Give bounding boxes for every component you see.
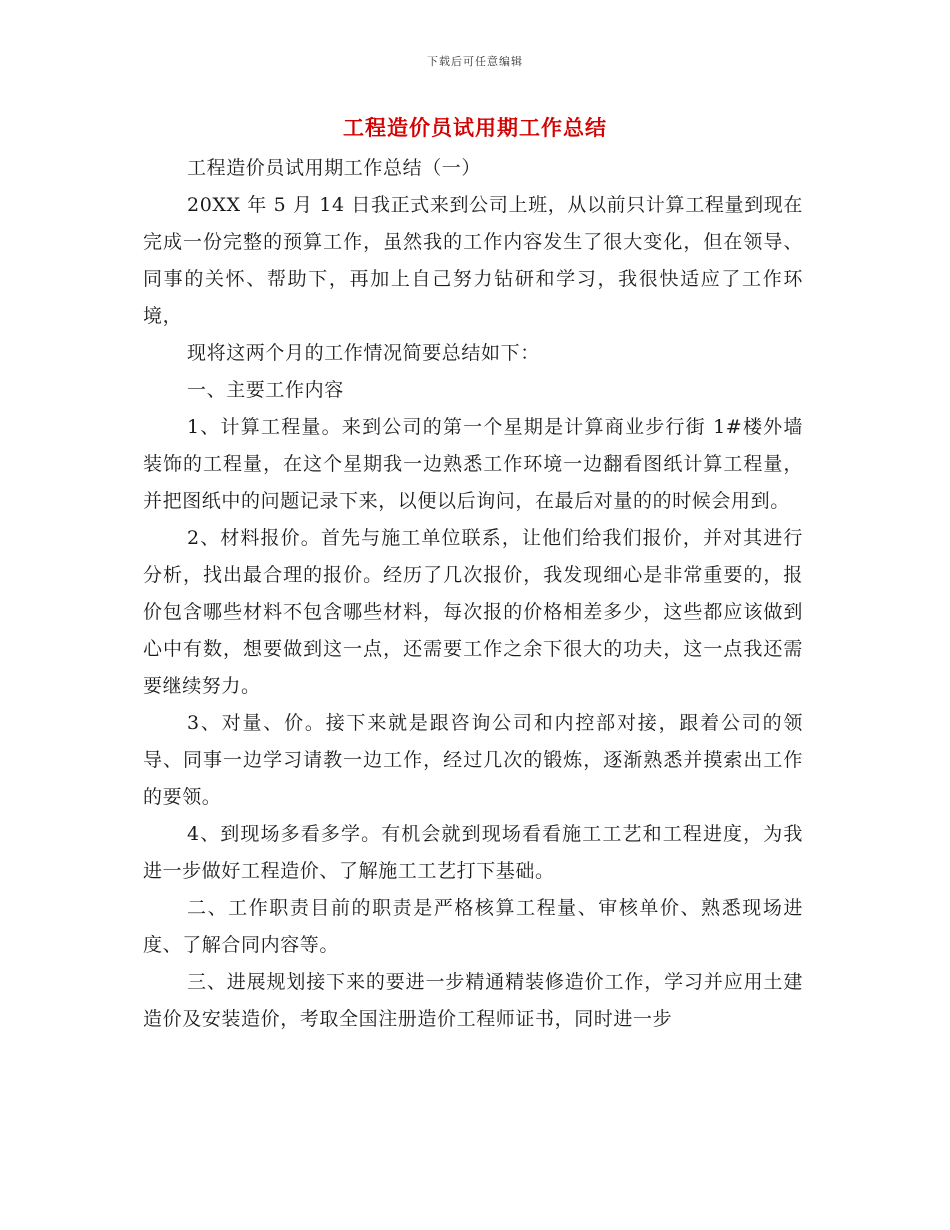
section-paragraph-plan: 三、进展规划接下来的要进一步精通精装修造价工作，学习并应用土建造价及安装造价，考取全国注册造价工程师证书，同时进一步 xyxy=(143,971,803,1030)
subtitle-paragraph: 工程造价员试用期工作总结（一） xyxy=(187,157,482,179)
item-paragraph-quantity: 1、计算工程量。来到公司的第一个星期是计算商业步行街 1#楼外墙装饰的工程量，在这个星期我一边熟悉工作环境一边翻看图纸计算工程量，并把图纸中的问题记录下来，以便以后询问，在最后对量的的时候会用到。 xyxy=(143,416,803,512)
item-paragraph-site-visits: 4、到现场多看多学。有机会就到现场看看施工工艺和工程进度，为我进一步做好工程造价、了解施工工艺打下基础。 xyxy=(143,823,803,882)
section-paragraph-duties: 二、工作职责目前的职责是严格核算工程量、审核单价、熟悉现场进度、了解合同内容等。 xyxy=(143,897,803,956)
header-note: 下载后可任意编辑 xyxy=(427,55,523,68)
document-title: 工程造价员试用期工作总结 xyxy=(343,115,607,140)
summary-lead-paragraph: 现将这两个月的工作情况简要总结如下： xyxy=(187,342,540,364)
item-paragraph-material-quote: 2、材料报价。首先与施工单位联系，让他们给我们报价，并对其进行分析，找出最合理的报价。经历了几次报价，我发现细心是非常重要的，报价包含哪些材料不包含哪些材料，每次报的价格相差多少，这些都应该做到心中有数，想要做到这一点，还需要工作之余下很大的功夫，这一点我还需要继续努力。 xyxy=(143,527,803,697)
intro-paragraph: 20XX 年 5 月 14 日我正式来到公司上班，从以前只计算工程量到现在完成一份完整的预算工作，虽然我的工作内容发生了很大变化，但在领导、同事的关怀、帮助下，再加上自己努力钻研和学习，我很快适应了工作环境， xyxy=(143,194,803,327)
section-heading-main-work: 一、主要工作内容 xyxy=(187,379,344,401)
document-body xyxy=(143,150,803,1038)
item-paragraph-check-quantity-price: 3、对量、价。接下来就是跟咨询公司和内控部对接，跟着公司的领导、同事一边学习请教一边工作，经过几次的锻炼，逐渐熟悉并摸索出工作的要领。 xyxy=(143,712,803,808)
